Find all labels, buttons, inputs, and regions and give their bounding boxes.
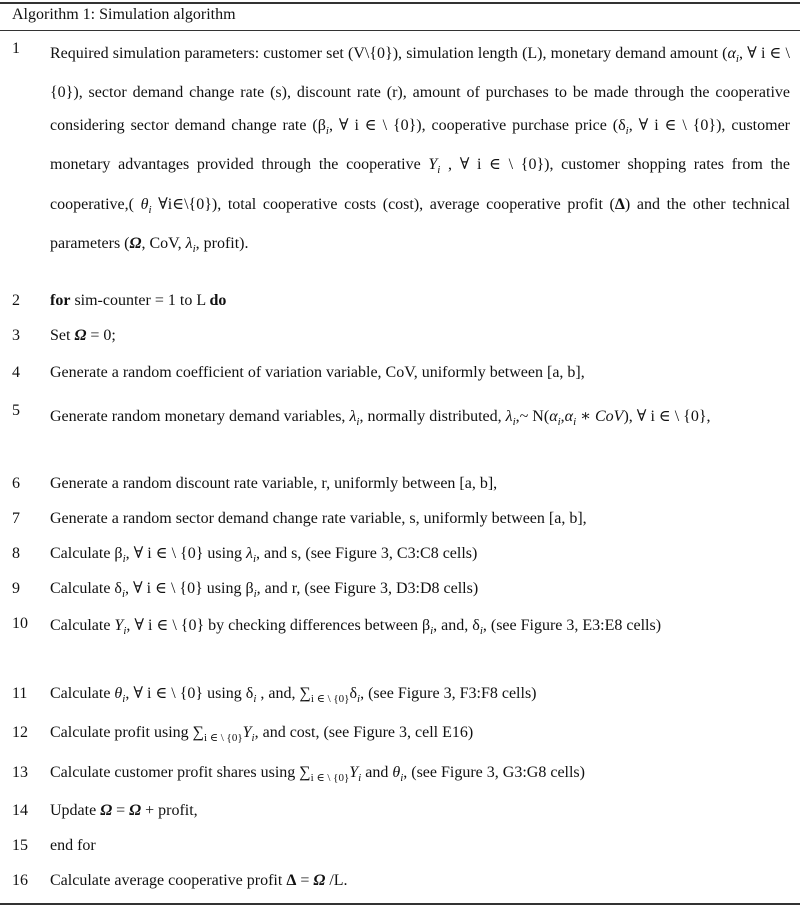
step-text: Update Ω = Ω + profit, bbox=[50, 802, 198, 819]
step-number: 14 bbox=[12, 802, 28, 819]
top-rule bbox=[0, 2, 800, 4]
step-text: Generate a random sector demand change rate variable, s, uniformly between [a, b], bbox=[50, 510, 587, 527]
step-text: Calculate $\delta_i$, ∀ i ∈ \ {0} using $\beta_i$, and r, (see Figure 3, D3:D8 cells) bbox=[50, 580, 479, 601]
step-text: Set Ω = 0; bbox=[50, 327, 116, 344]
step-text: Calculate average cooperative profit Δ = Ω /L. bbox=[50, 872, 348, 889]
step-text: Calculate customer profit shares using $\sum_{i \in \backslash \{0\}}\Upsilon_i$ and $\theta_i$, (see Figure 3, G3:G8 cells) bbox=[50, 764, 585, 785]
step-text: Calculate profit using $\sum_{i \in \backslash \{0\}}\Upsilon_i$, and cost, (see Figure 3, cell E16) bbox=[50, 724, 474, 745]
step-text: Generate a random discount rate variable, r, uniformly between [a, b], bbox=[50, 475, 498, 492]
step-number: 7 bbox=[12, 510, 20, 527]
step-number: 16 bbox=[12, 872, 28, 889]
step-text: Calculate $\theta_i$, ∀ i ∈ \ {0} using $\delta_i$ , and, $\sum_{i \in \backslash \{0\}}\delta_i$, (see Figure 3, F3:F8 cells) bbox=[50, 685, 537, 706]
step-number: 6 bbox=[12, 475, 20, 492]
step-number: 13 bbox=[12, 764, 28, 781]
step-number: 3 bbox=[12, 327, 20, 344]
header-rule bbox=[0, 30, 800, 31]
step-text: Generate a random coefficient of variation variable, CoV, uniformly between [a, b], bbox=[50, 364, 585, 381]
step-number: 8 bbox=[12, 545, 20, 562]
step-number: 9 bbox=[12, 580, 20, 597]
step-number: 10 bbox=[12, 615, 28, 632]
step-number: 5 bbox=[12, 402, 20, 419]
step-number: 11 bbox=[12, 685, 28, 702]
step-text: end for bbox=[50, 837, 96, 854]
step-number: 1 bbox=[12, 40, 20, 57]
step-number: 15 bbox=[12, 837, 28, 854]
step-text: Generate random monetary demand variables, $\lambda_i$, normally distributed, $\lambda_i,\sim$ $N(\alpha_i,\alpha_i$ ∗ CoV), ∀ i ∈ \ {0}, bbox=[50, 408, 711, 429]
bottom-rule bbox=[0, 903, 800, 905]
step-number: 2 bbox=[12, 292, 20, 309]
step-text: Calculate $\Upsilon_i$, ∀ i ∈ \ {0} by checking differences between $\beta_i$, and, $\delta_i$, (see Figure 3, E3:E8 cells) bbox=[50, 617, 662, 638]
step-text: Calculate $\beta_i$, ∀ i ∈ \ {0} using $\lambda_i$, and s, (see Figure 3, C3:C8 cells) bbox=[50, 545, 478, 566]
step-number: 4 bbox=[12, 364, 20, 381]
step-number: 12 bbox=[12, 724, 28, 741]
step-text: Required simulation parameters: customer set (V\{0}), simulation length (L), monetary demand amount ($\alpha_i$, ∀ i ∈ \ {0}), sector demand change rate (s), discount rate (r), amount of purchases to be made through the cooperative considering sector demand change rate ($\beta_i$, ∀ i ∈ \ {0}), cooperative purchase price ($\delta_i$, ∀ i ∈ \ {0}), customer monetary advantages provided through the cooperative $\Upsilon_i$ , ∀ i ∈ \ {0}), customer shopping rates from the cooperative,( $\theta_i$ ∀i∈\{0}), total cooperative costs (cost), average cooperative profit (Δ) and the other technical parameters (Ω, CoV, $\lambda_i$, profit). bbox=[50, 45, 791, 255]
step-text: for sim-counter = 1 to L do bbox=[50, 292, 227, 309]
algorithm-title: Algorithm 1: Simulation algorithm bbox=[12, 6, 236, 23]
